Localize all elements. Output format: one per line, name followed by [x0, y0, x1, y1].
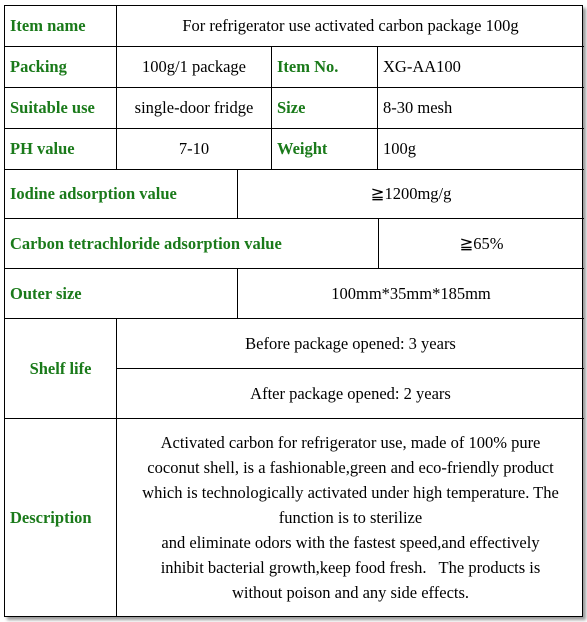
description-text — [117, 419, 584, 616]
size-label: Size — [272, 88, 378, 129]
outer-size-value: 100mm*35mm*185mm — [238, 269, 584, 319]
description-label: Description — [5, 419, 117, 616]
shelf-life-label: Shelf life — [5, 319, 117, 419]
shelf-life-after: After package opened: 2 years — [117, 369, 584, 419]
item-name-label: Item name — [5, 6, 117, 47]
description-line: coconut shell, is a fashionable,green and eco-friendly product — [147, 458, 554, 477]
weight-label: Weight — [272, 129, 378, 170]
outer-size-label: Outer size — [5, 269, 238, 319]
description-line: which is technologically activated under high temperature. The — [142, 483, 559, 502]
ph-value-value: 7-10 — [117, 129, 272, 170]
size-value: 8-30 mesh — [378, 88, 584, 129]
spec-table — [4, 5, 583, 617]
packing-value: 100g/1 package — [117, 47, 272, 88]
item-no-value: XG-AA100 — [378, 47, 584, 88]
weight-value: 100g — [378, 129, 584, 170]
item-no-label: Item No. — [272, 47, 378, 88]
description-line: Activated carbon for refrigerator use, made of 100% pure — [160, 433, 541, 452]
description-line: without poison and any side effects. — [231, 583, 470, 602]
suitable-use-value: single-door fridge — [117, 88, 272, 129]
suitable-use-label: Suitable use — [5, 88, 117, 129]
ctc-label: Carbon tetrachloride adsorption value — [5, 219, 379, 269]
description-line: inhibit bacterial growth,keep food fresh. The products is — [160, 558, 541, 577]
shelf-life-before: Before package opened: 3 years — [117, 319, 584, 369]
iodine-value: ≧1200mg/g — [238, 170, 584, 219]
description-line: function is to sterilize — [278, 508, 423, 527]
ph-value-label: PH value — [5, 129, 117, 170]
item-name-value: For refrigerator use activated carbon package 100g — [117, 6, 584, 47]
description-line: and eliminate odors with the fastest speed,and effectively — [161, 533, 540, 552]
ctc-value: ≧65% — [379, 219, 584, 269]
packing-label: Packing — [5, 47, 117, 88]
iodine-label: Iodine adsorption value — [5, 170, 238, 219]
